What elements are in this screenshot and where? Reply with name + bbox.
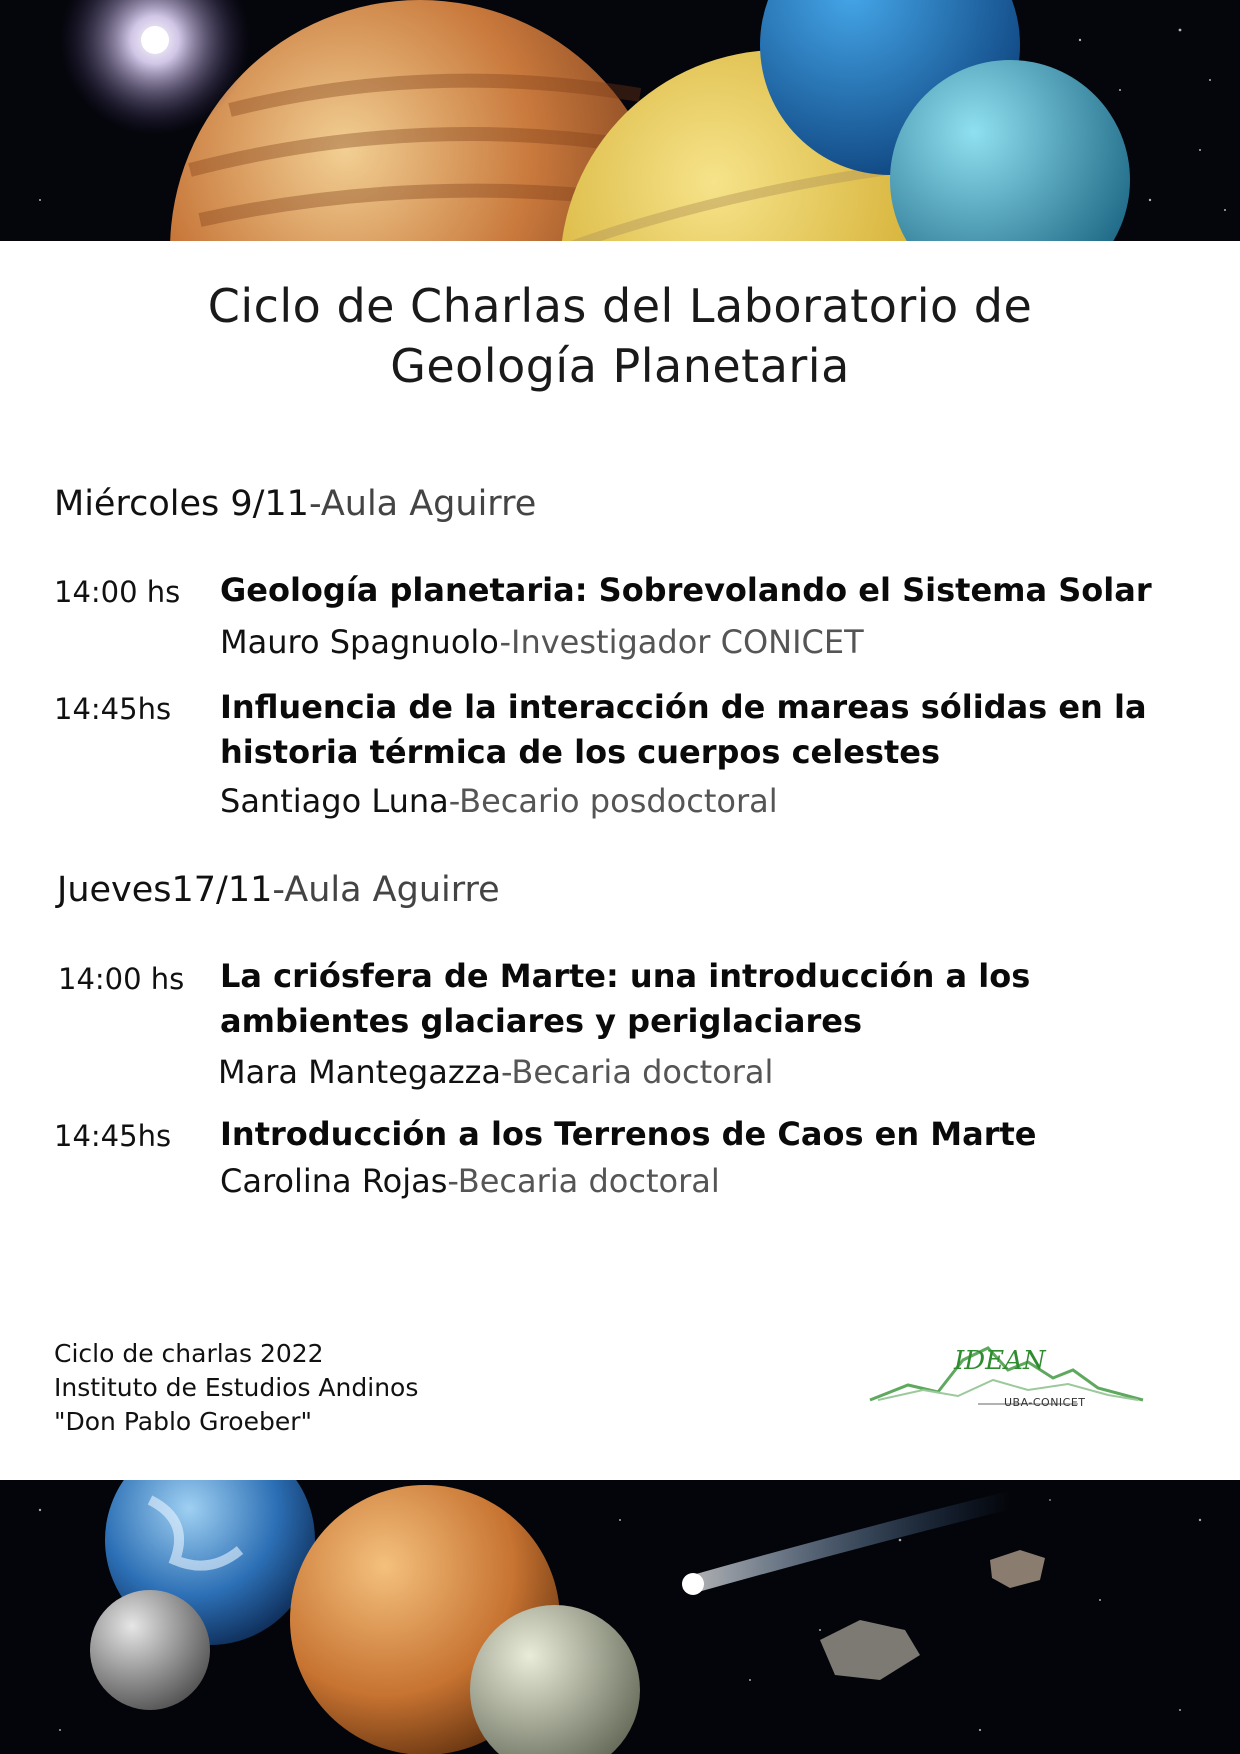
planets-illustration-bottom bbox=[0, 1480, 1240, 1754]
day-heading bbox=[54, 484, 536, 524]
idean-logo bbox=[868, 1340, 1148, 1420]
talk-speaker bbox=[220, 782, 778, 820]
speaker-role: -Becario posdoctoral bbox=[448, 782, 778, 820]
talk-time: 14:45hs bbox=[54, 1119, 172, 1153]
speaker-name: Carolina Rojas bbox=[220, 1162, 448, 1200]
day-location: -Aula Aguirre bbox=[308, 484, 537, 524]
footer-info bbox=[54, 1337, 418, 1439]
talk-title bbox=[220, 1112, 1140, 1157]
talk-title-line: La criósfera de Marte: una introducción a los bbox=[220, 957, 1031, 995]
speaker-name: Mauro Spagnuolo bbox=[220, 623, 500, 661]
day-heading bbox=[57, 870, 500, 910]
speaker-role: -Becaria doctoral bbox=[447, 1162, 720, 1200]
talk-title-line: historia térmica de los cuerpos celestes bbox=[220, 733, 940, 771]
title-line-1: Ciclo de Charlas del Laboratorio de bbox=[207, 279, 1033, 333]
planets-illustration-top bbox=[0, 0, 1240, 241]
footer-line: Instituto de Estudios Andinos bbox=[54, 1373, 419, 1402]
logo-name: IDEAN bbox=[954, 1346, 1046, 1376]
talk-title-line: Introducción a los Terrenos de Caos en Marte bbox=[220, 1115, 1037, 1153]
talk-title bbox=[220, 954, 1140, 1044]
speaker-role: -Becaria doctoral bbox=[501, 1053, 774, 1091]
talk-title-line: ambientes glaciares y periglaciares bbox=[220, 1002, 863, 1040]
top-banner-image bbox=[0, 0, 1240, 241]
speaker-role: -Investigador CONICET bbox=[499, 623, 864, 661]
page-title bbox=[0, 276, 1240, 396]
talk-title-line: Influencia de la interacción de mareas sólidas en la bbox=[220, 688, 1147, 726]
day-location: -Aula Aguirre bbox=[272, 870, 500, 910]
bottom-banner-image bbox=[0, 1480, 1240, 1754]
footer-line: Ciclo de charlas 2022 bbox=[54, 1339, 324, 1368]
talk-time: 14:45hs bbox=[54, 692, 172, 726]
talk-speaker bbox=[220, 1162, 720, 1200]
talk-time: 14:00 hs bbox=[58, 962, 185, 996]
talk-speaker bbox=[220, 623, 864, 661]
talk-title bbox=[220, 568, 1152, 613]
talk-title bbox=[220, 685, 1147, 775]
talk-time: 14:00 hs bbox=[54, 575, 181, 609]
title-line-2: Geología Planetaria bbox=[390, 339, 850, 393]
talk-speaker bbox=[218, 1053, 773, 1091]
speaker-name: Mara Mantegazza bbox=[218, 1053, 502, 1091]
day-date: Miércoles 9/11 bbox=[54, 484, 309, 524]
speaker-name: Santiago Luna bbox=[220, 782, 449, 820]
logo-subtitle: UBA-CONICET bbox=[1004, 1396, 1086, 1409]
talk-title-line: Geología planetaria: Sobrevolando el Sistema Solar bbox=[220, 571, 1152, 609]
footer-line: "Don Pablo Groeber" bbox=[54, 1407, 312, 1436]
day-date: Jueves17/11 bbox=[57, 870, 273, 910]
